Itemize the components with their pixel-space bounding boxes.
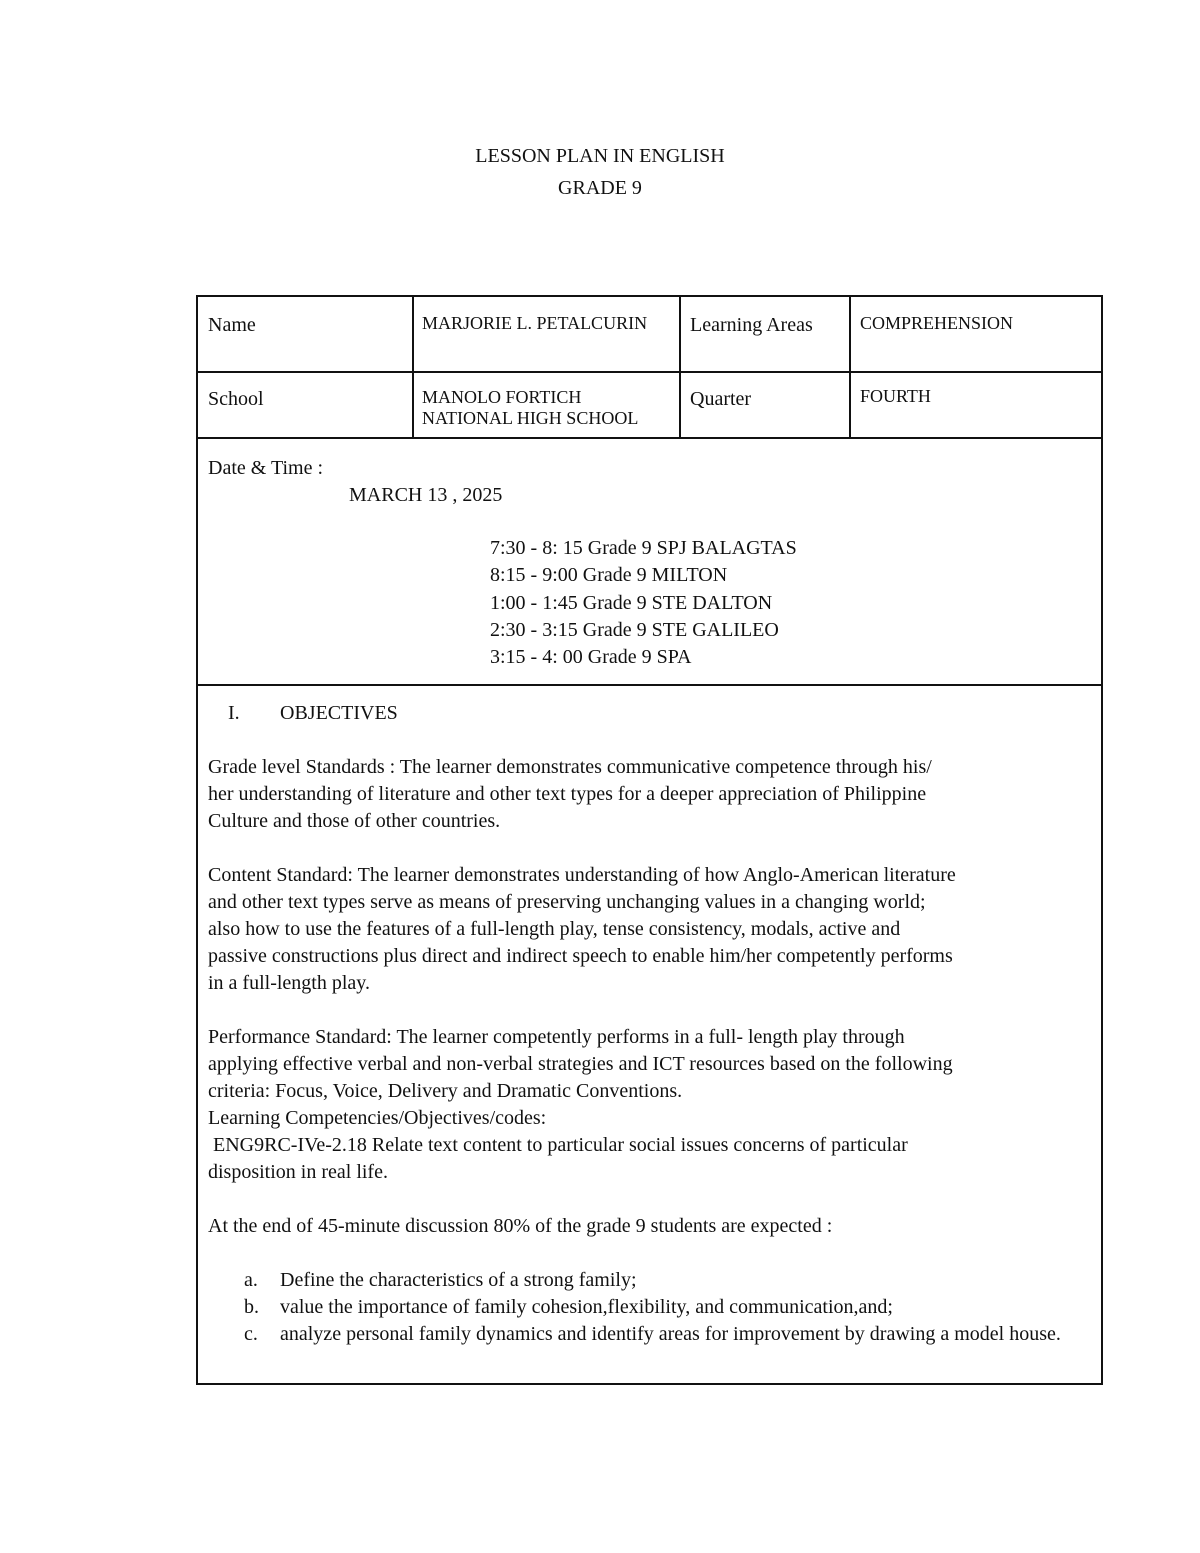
school-value-line-1: MANOLO FORTICH (422, 387, 582, 407)
row-divider (198, 437, 1101, 439)
document-subtitle: GRADE 9 (558, 177, 642, 199)
learning-areas-label: Learning Areas (690, 314, 813, 336)
school-value-line-2: NATIONAL HIGH SCHOOL (422, 408, 639, 428)
row-divider (198, 684, 1101, 686)
item-marker: b. (244, 1296, 259, 1318)
item-marker: c. (244, 1323, 258, 1345)
item-text: Define the characteristics of a strong family; (280, 1269, 637, 1291)
grade-level-standards-line: Culture and those of other countries. (208, 810, 501, 832)
lesson-plan-table (196, 295, 1103, 1385)
date-time-label: Date & Time : (208, 457, 324, 479)
content-standard-line: passive constructions plus direct and indirect speech to enable him/her competently performs (208, 945, 953, 967)
section-numeral: I. (228, 702, 240, 724)
school-label: School (208, 388, 264, 410)
grade-level-standards-line: Grade level Standards : The learner demonstrates communicative competence through his/ (208, 756, 932, 778)
competencies-label: Learning Competencies/Objectives/codes: (208, 1107, 547, 1129)
competency-line: disposition in real life. (208, 1161, 388, 1183)
class-schedule (490, 535, 797, 671)
schedule-entry: 1:00 - 1:45 Grade 9 STE DALTON (490, 591, 773, 614)
performance-standard-line: criteria: Focus, Voice, Delivery and Dramatic Conventions. (208, 1080, 683, 1102)
objectives-section (208, 700, 1098, 1348)
objective-item (208, 1267, 1098, 1294)
item-marker: a. (244, 1269, 258, 1291)
column-divider (849, 297, 851, 439)
column-divider (679, 297, 681, 439)
name-label: Name (208, 314, 256, 336)
performance-standard-line: applying effective verbal and non-verbal strategies and ICT resources based on the following (208, 1053, 953, 1075)
content-standard-line: Content Standard: The learner demonstrates understanding of how Anglo-American literature (208, 864, 956, 886)
objectives-intro: At the end of 45-minute discussion 80% of the grade 9 students are expected : (208, 1215, 833, 1237)
performance-standard-line: Performance Standard: The learner competently performs in a full- length play through (208, 1026, 905, 1048)
grade-level-standards-line: her understanding of literature and other text types for a deeper appreciation of Philippine (208, 783, 927, 805)
section-heading: OBJECTIVES (280, 702, 398, 724)
content-standard-line: also how to use the features of a full-length play, tense consistency, modals, active and (208, 918, 901, 940)
schedule-entry: 8:15 - 9:00 Grade 9 MILTON (490, 564, 728, 587)
name-value: MARJORIE L. PETALCURIN (422, 313, 648, 333)
row-divider (198, 371, 1101, 373)
schedule-entry: 3:15 - 4: 00 Grade 9 SPA (490, 646, 692, 669)
objective-item (208, 1294, 1098, 1321)
content-standard-line: and other text types serve as means of preserving unchanging values in a changing world; (208, 891, 926, 913)
objective-item (208, 1321, 1098, 1348)
learning-areas-value: COMPREHENSION (860, 313, 1014, 333)
quarter-label: Quarter (690, 388, 752, 410)
content-standard-line: in a full-length play. (208, 972, 370, 994)
competency-line: ENG9RC-IVe-2.18 Relate text content to particular social issues concerns of particular (208, 1134, 908, 1156)
schedule-entry: 2:30 - 3:15 Grade 9 STE GALILEO (490, 618, 779, 641)
objectives-heading (208, 700, 1098, 727)
column-divider (412, 297, 414, 439)
quarter-value: FOURTH (860, 386, 931, 406)
lesson-date: MARCH 13 , 2025 (349, 484, 503, 506)
item-text: analyze personal family dynamics and identify areas for improvement by drawing a model house. (280, 1323, 1061, 1345)
item-text: value the importance of family cohesion,flexibility, and communication,and; (280, 1296, 893, 1318)
schedule-entry: 7:30 - 8: 15 Grade 9 SPJ BALAGTAS (490, 537, 797, 559)
document-title: LESSON PLAN IN ENGLISH (475, 145, 725, 167)
